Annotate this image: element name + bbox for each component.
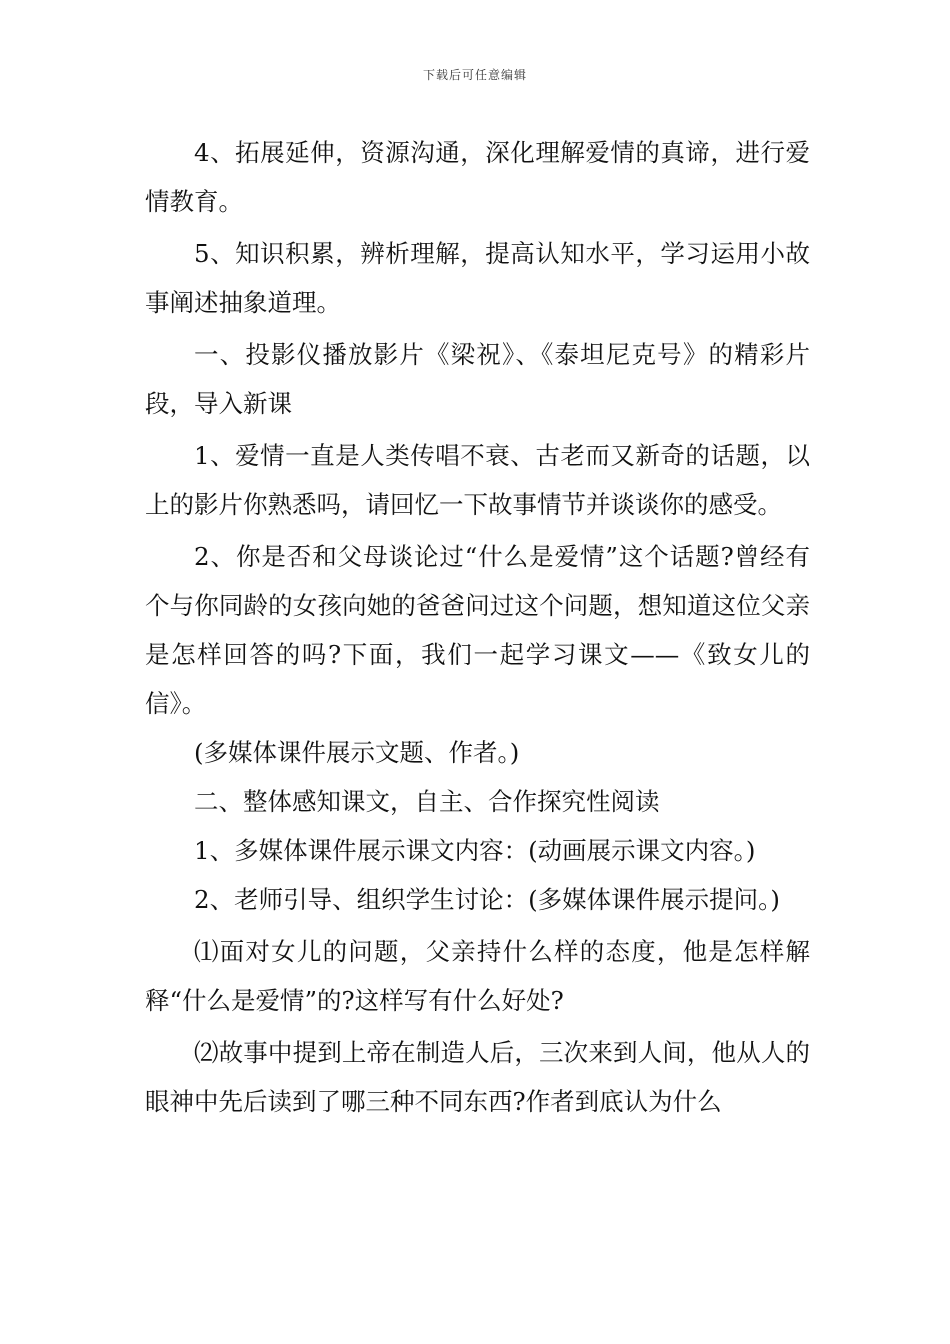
paragraph-question-1: ⑴面对女儿的问题，父亲持什么样的态度，他是怎样解释“什么是爱情”的?这样写有什么好处? <box>145 937 810 1015</box>
paragraph-objective-5: 5、知识积累，辨析理解，提高认知水平，学习运用小故事阐述抽象道理。 <box>145 239 810 317</box>
paragraph-section-1-heading: 一、投影仪播放影片《梁祝》、《泰坦尼克号》的精彩片段，导入新课 <box>145 340 810 418</box>
document-body <box>145 128 810 1126</box>
paragraph-media-note: (多媒体课件展示文题、作者。) <box>194 738 520 767</box>
paragraph-section-2-item-2: 2、老师引导、组织学生讨论：(多媒体课件展示提问。) <box>194 885 780 914</box>
paragraph-section-1-item-1: 1、爱情一直是人类传唱不衰、古老而又新奇的话题，以上的影片你熟悉吗，请回忆一下故事情节并谈谈你的感受。 <box>145 441 810 519</box>
paragraph-section-1-item-2: 2、你是否和父母谈论过“什么是爱情”这个话题?曾经有个与你同龄的女孩向她的爸爸问过这个问题，想知道这位父亲是怎样回答的吗?下面，我们一起学习课文——《致女儿的信》。 <box>145 542 810 718</box>
paragraph-section-2-heading: 二、整体感知课文，自主、合作探究性阅读 <box>194 787 660 816</box>
paragraph-question-2: ⑵故事中提到上帝在制造人后，三次来到人间，他从人的眼神中先后读到了哪三种不同东西?作者到底认为什么 <box>145 1038 810 1116</box>
paragraph-section-2-item-1: 1、多媒体课件展示课文内容：(动画展示课文内容。) <box>194 836 756 865</box>
paragraph-objective-4: 4、拓展延伸，资源沟通，深化理解爱情的真谛，进行爱情教育。 <box>145 138 810 216</box>
page-header-note: 下载后可任意编辑 <box>422 68 527 82</box>
